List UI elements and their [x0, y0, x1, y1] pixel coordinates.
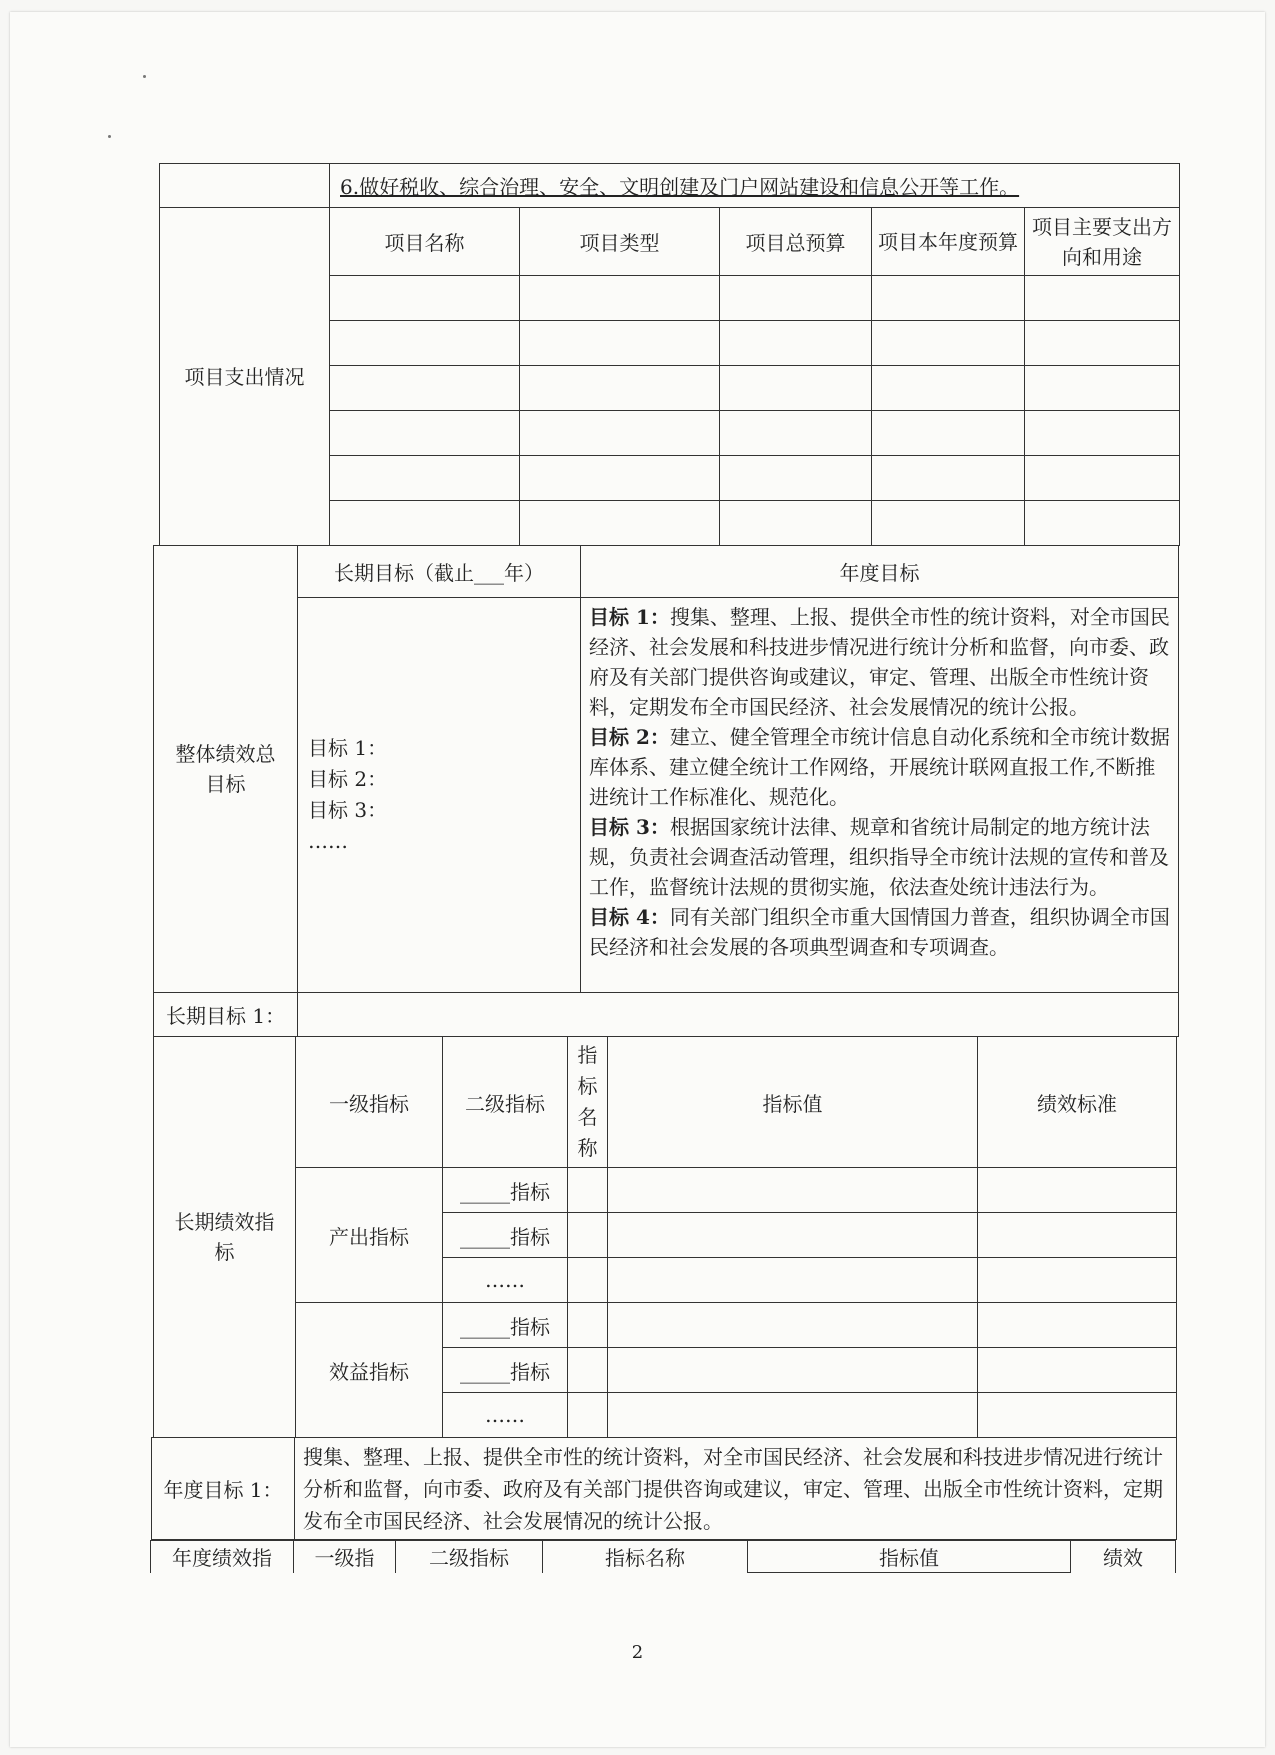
annual-goal-text: 搜集、整理、上报、提供全市性的统计资料，对全市国民经济、社会发展和科技进步情况进行统计分析和监督，向市委、政府及有关部门提供咨询或建议，审定、管理、出版全市性统计资料，定期发布全市国民经济、社会发展情况的统计公报。 [589, 605, 1170, 719]
annual-goals-text [581, 598, 1179, 993]
header-level1: 一级指标 [296, 1037, 443, 1168]
header-main-use: 项目主要支出方向和用途 [1025, 208, 1180, 276]
list-item: 目标 3： [308, 798, 388, 822]
annual-goal-tag: 目标 3： [589, 815, 670, 839]
annual-goal-tag: 目标 4： [589, 905, 670, 929]
list-item: …… [308, 829, 348, 853]
page-number: 2 [631, 1642, 644, 1663]
annual-goal-text: 同有关部门组织全市重大国情国力普查，组织协调全市国民经济和社会发展的各项典型调查和专项调查。 [589, 905, 1170, 959]
table-row: _____指标 [443, 1168, 568, 1213]
annual-goal-4 [589, 902, 1170, 962]
table-row: _____指标 [443, 1213, 568, 1258]
long-perf-table [153, 1036, 1177, 1438]
annual-goal-tag: 目标 2： [589, 725, 670, 749]
project-section-label: 项目支出情况 [160, 208, 330, 546]
annual-perf-label: 年度绩效指 [151, 1541, 294, 1573]
annual-header-indicator-value: 指标值 [748, 1541, 1071, 1573]
header-indicator-name [568, 1037, 608, 1168]
overall-goals-label-text: 整体绩效总目标 [175, 742, 276, 796]
annual-goal-2 [589, 722, 1170, 812]
annual-header: 年度目标 [581, 546, 1179, 598]
annual-goal-3 [589, 812, 1170, 902]
header-annual-budget: 项目本年度预算 [872, 208, 1025, 276]
annual-header-indicator-name: 指标名称 [543, 1541, 748, 1573]
list-item: 目标 1： [308, 736, 388, 760]
scan-speck [143, 75, 146, 78]
intro-line: 6.做好税收、综合治理、安全、文明创建及门户网站建设和信息公开等工作。 [330, 164, 1180, 208]
list-item: 目标 2： [308, 767, 388, 791]
header-project-type: 项目类型 [520, 208, 720, 276]
blank-label-cell [160, 164, 330, 208]
group-benefit: 效益指标 [296, 1303, 443, 1438]
annual-goal-text: 建立、健全管理全市统计信息自动化系统和全市统计数据库体系、建立健全统计工作网络，开展统计联网直报工作,不断推进统计工作标准化、规范化。 [589, 725, 1170, 809]
table-row: …… [443, 1393, 568, 1438]
long-term-list [298, 598, 581, 993]
scan-speck [108, 135, 111, 138]
annual-goal-tag: 目标 1： [589, 605, 670, 629]
table-row: _____指标 [443, 1303, 568, 1348]
long-goal-1-value [298, 993, 1179, 1037]
annual-goal-1-table [151, 1437, 1177, 1540]
annual-goal-1-label: 年度目标 1： [152, 1438, 295, 1540]
group-output: 产出指标 [296, 1168, 443, 1303]
header-indicator-name-text: 指标名称 [577, 1043, 598, 1160]
project-expenditure-table [159, 163, 1180, 546]
header-perf-standard: 绩效标准 [978, 1037, 1177, 1168]
header-project-name: 项目名称 [330, 208, 520, 276]
header-total-budget: 项目总预算 [720, 208, 872, 276]
table-row: …… [443, 1258, 568, 1303]
overall-goals-label [154, 546, 298, 993]
annual-header-level2: 二级指标 [396, 1541, 543, 1573]
annual-goal-1-text: 搜集、整理、上报、提供全市性的统计资料，对全市国民经济、社会发展和科技进步情况进行统计分析和监督，向市委、政府及有关部门提供咨询或建议，审定、管理、出版全市性统计资料，定期发布全市国民经济、社会发展情况的统计公报。 [295, 1438, 1177, 1540]
annual-goal-1 [589, 602, 1170, 722]
overall-goals-table [153, 545, 1179, 1037]
annual-header-level1: 一级指 [294, 1541, 396, 1573]
long-perf-label [154, 1037, 296, 1438]
long-term-header: 长期目标（截止___年） [298, 546, 581, 598]
annual-goal-text: 根据国家统计法律、规章和省统计局制定的地方统计法规，负责社会调查活动管理，组织指导全市统计法规的宣传和普及工作，监督统计法规的贯彻实施，依法查处统计违法行为。 [589, 815, 1169, 899]
header-indicator-value: 指标值 [608, 1037, 978, 1168]
table-row: _____指标 [443, 1348, 568, 1393]
header-level2: 二级指标 [443, 1037, 568, 1168]
long-perf-label-text: 长期绩效指标 [174, 1210, 275, 1264]
long-goal-1-label: 长期目标 1： [154, 993, 298, 1037]
annual-header-perf: 绩效 [1071, 1541, 1176, 1573]
annual-perf-table [150, 1540, 1176, 1573]
